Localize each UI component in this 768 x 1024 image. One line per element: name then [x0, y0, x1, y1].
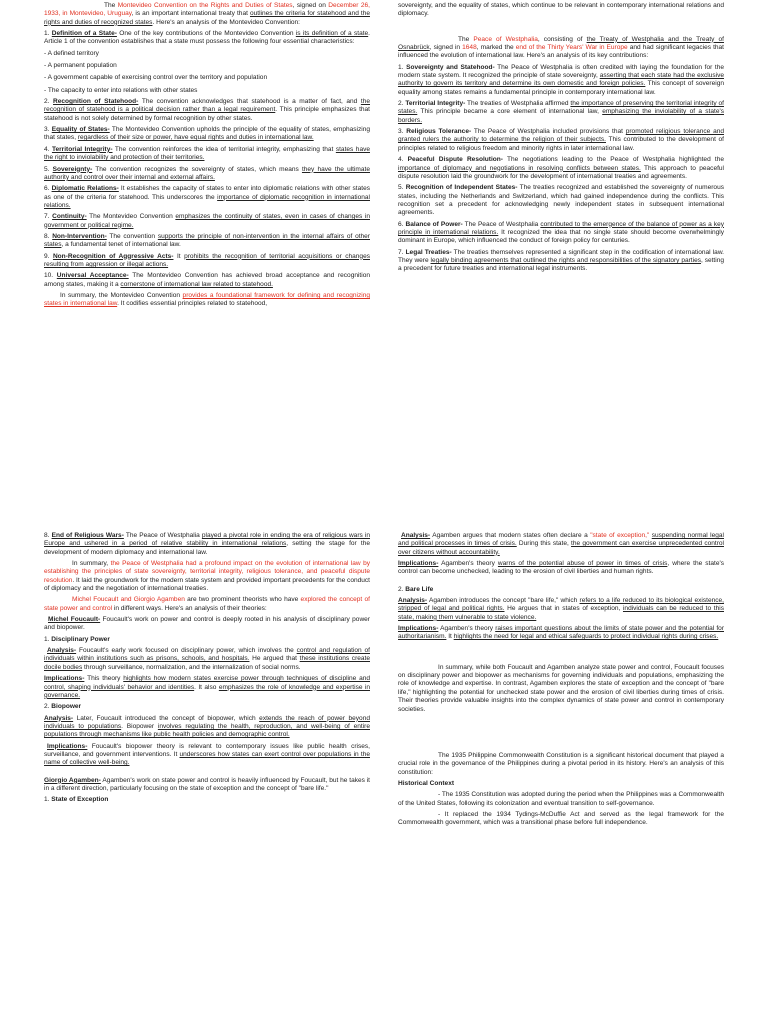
montevideo-point-5: 5. Sovereignty- The convention recognizes the sovereignty of states, which means they have the ultimate authority and control over their internal and external affairs.: [44, 165, 370, 181]
westphalia-point-6: 6. Balance of Power- The Peace of Westphalia contributed to the emergence of the balance of power as a key principle in international relations. It recognized the idea that no single state should become overwhelmingly dominant in Europe, which influenced the conduct of foreign policy for centuries.: [398, 220, 724, 245]
bare-life-implications: Implications- Agamben's theory raises important questions about the limits of state power and the potential for authoritarianism. It highlights the need for legal and ethical safeguards to protect individual rights during crises.: [398, 625, 724, 641]
westphalia-point-1: 1. Sovereignty and Statehood- The Peace of Westphalia is often credited with laying the foundation for the modern state system. It recognized the principle of state sovereignty, asserting that each state had the exclusive authority to govern its territory and determine its own domestic and foreign policies. This concept of sovereign equality among states remains a fundamental principle in contemporary international law.: [398, 63, 724, 96]
foucault-heading: Michel Foucault- Foucault's work on power and control is deeply rooted in his analysis of disciplinary power and biopower.: [44, 616, 370, 632]
montevideo-summary-continued: sovereignty, and the equality of states, which continue to be relevant in contemporary international relations and diplomacy.: [398, 2, 724, 18]
philippine-constitution-intro: The 1935 Philippine Commonwealth Constitution is a significant historical document that played a crucial role in the governance of the Philippines during a pivotal period in its history. Here's an analysis of this constitution:: [398, 751, 724, 776]
column-bottom-left: [44, 532, 370, 1020]
westphalia-point-2: 2. Territorial Integrity- The treaties of Westphalia affirmed the importance of preserving the territorial integrity of states. This principle became a core element of international law, emphasizing the inviolability of a state's borders.: [398, 100, 724, 124]
montevideo-point-3: 3. Equality of States- The Montevideo Convention upholds the principle of the equality of states, emphasizing that states, regardless of their size or power, have equal rights and duties in international law.: [44, 126, 370, 142]
westphalia-point-3: 3. Religious Tolerance- The Peace of Westphalia included provisions that promoted religious tolerance and granted rulers the authority to determine the religion of their subjects. This contributed to the development of principles related to religious freedom and minority rights in later international law.: [398, 128, 724, 152]
agamben-heading: Giorgio Agamben- Agamben's work on state power and control is heavily influenced by Foucault, but he takes it in a different direction, particularly focusing on the state of exception and the concept of "bare life.": [44, 776, 370, 792]
montevideo-intro: The Montevideo Convention on the Rights and Duties of States, signed on December 26, 1933, in Montevideo, Uruguay, is an important international treaty that outlines the criteria for statehood and the rights and duties of recognized states. Here's an analysis of the Montevideo Convention:: [44, 2, 370, 26]
biopower-analysis: Analysis- Later, Foucault introduced the concept of biopower, which extends the reach of power beyond individuals to populations. Biopower involves regulating the health, reproduction, and well-being of entire populations through mechanisms like public health policies and demographic control.: [44, 714, 370, 739]
disciplinary-analysis: Analysis- Foucault's early work focused on disciplinary power, which involves the control and regulation of individuals within institutions such as prisons, schools, and hospitals. He argued that these institutions create docile bodies through surveillance, normalization, and the internalization of social norms.: [44, 647, 370, 671]
montevideo-point-9: 9. Non-Recognition of Aggressive Acts- It prohibits the recognition of territorial acquisitions or changes resulting from aggression or illegal actions.: [44, 252, 370, 268]
westphalia-point-7: 7. Legal Treaties- The treaties themselves represented a significant step in the codification of international law. They were legally binding agreements that outlined the rights and responsibilities of the signatory parties, setting a precedent for future treaties and international legal instruments.: [398, 248, 724, 273]
criteria-population: - A permanent population: [44, 62, 117, 70]
bare-life-analysis: Analysis- Agamben introduces the concept "bare life," which refers to a life reduced to its biological existence, stripped of legal and political rights. He argues that in states of exception, individuals can be reduced to this state, making them vulnerable to state violence.: [398, 597, 724, 621]
column-top-left: [44, 2, 370, 507]
montevideo-point-7: 7. Continuity- The Montevideo Convention emphasizes the continuity of states, even in cases of changes in government or political regime.: [44, 213, 370, 229]
westphalia-summary: In summary, the Peace of Westphalia had a profound impact on the evolution of international law by establishing the principles of state sovereignty, territorial integrity, religious tolerance, and peaceful dispute resolution. It laid the groundwork for the modern state system and provided important precedents for the conduct of diplomacy and the negotiation of international treaties.: [44, 560, 370, 593]
criteria-relations: - The capacity to enter into relations with other states: [44, 86, 198, 94]
biopower-implications: Implications- Foucault's biopower theory is relevant to contemporary issues like public health crises, surveillance, and government interventions. It underscores how states can exert control over populations in the name of collective well-being.: [44, 742, 370, 767]
exception-implications: Implications- Agamben's theory warns of the potential abuse of power in times of crisis, where the state's control can become unchecked, leading to the erosion of civil liberties and human rights.: [398, 560, 724, 576]
montevideo-point-4: 4. Territorial Integrity- The convention reinforces the idea of territorial integrity, emphasizing that states have the right to inviolability and protection of their territories.: [44, 145, 370, 162]
bare-life-heading: 2. Bare Life: [398, 585, 434, 593]
criteria-territory: - A defined territory: [44, 49, 99, 57]
disciplinary-power-heading: 1. Disciplinary Power: [44, 635, 110, 643]
disciplinary-implications: Implications- This theory highlights how modern states exercise power through techniques of discipline and control, shaping individuals' behavior and identities. It also emphasizes the role of knowledge and expertise in governance.: [44, 675, 370, 699]
exception-analysis: Analysis- Agamben argues that modern states often declare a "state of exception," suspending normal legal and political processes in times of crisis. During this state, the government can exercise unprecedented control over citizens without accountability.: [398, 532, 724, 556]
westphalia-point-8: 8. End of Religious Wars- The Peace of Westphalia played a pivotal role in ending the era of religious wars in Europe and ushered in a period of relative stability in international relations, setting the stage for the development of modern diplomacy and international law.: [44, 532, 370, 556]
state-of-exception-heading: 1. State of Exception: [44, 796, 109, 804]
montevideo-point-8: 8. Non-Intervention- The convention supports the principle of non-intervention in the internal affairs of other states, a fundamental tenet of international law.: [44, 232, 370, 249]
montevideo-summary: In summary, the Montevideo Convention provides a foundational framework for defining and recognizing states in international law. It codifies essential principles related to statehood,: [44, 291, 370, 308]
historical-context-point-2: - It replaced the 1934 Tydings-McDuffie Act and served as the legal framework for the Commonwealth government, which was a transitional phase before full independence.: [398, 810, 724, 827]
foucault-agamben-intro: Michel Foucault and Giorgio Agamben are two prominent theorists who have explored the concept of state power and control in different ways. Here's an analysis of their theories:: [44, 596, 370, 612]
westphalia-point-5: 5. Recognition of Independent States- The treaties recognized and established the sovereignty of numerous states, including the Netherlands and Switzerland, which had gained independence during the conflicts. This recognition set a precedent for acknowledging newly independent states in subsequent international agreements.: [398, 184, 724, 217]
montevideo-point-10: 10. Universal Acceptance- The Montevideo Convention has achieved broad acceptance and recognition among states, making it a cornerstone of international law related to statehood.: [44, 272, 370, 288]
column-top-right: [398, 2, 724, 507]
montevideo-point-1: 1. Definition of a State- One of the key contributions of the Montevideo Convention is its definition of a state. Article 1 of the convention establishes that a state must possess the following four essential characteristics:: [44, 30, 370, 46]
column-bottom-right: [398, 532, 724, 1020]
historical-context-point-1: - The 1935 Constitution was adopted during the period when the Philippines was a Commonwealth of the United States, following its colonization and eventual transition to self-governance.: [398, 791, 724, 807]
montevideo-point-2: 2. Recognition of Statehood- The convention acknowledges that statehood is a matter of fact, and the recognition of statehood is a political decision rather than a legal requirement. This principle emphasizes that statehood is not solely determined by formal recognition by other states.: [44, 98, 370, 122]
criteria-government: - A government capable of exercising control over the territory and population: [44, 74, 268, 82]
foucault-agamben-summary: In summary, while both Foucault and Agamben analyze state power and control, Foucault focuses on disciplinary power and biopower as mechanisms for governing individuals and populations, emphasizing the role of knowledge and expertise. In contrast, Agamben explores the state of exception and the concept of "bare life," highlighting the potential for unchecked state power and the erosion of civil liberties during times of crisis. Their theories provide valuable insights into the complex dynamics of state power and control in contemporary societies.: [398, 663, 724, 713]
montevideo-point-6: 6. Diplomatic Relations- It establishes the capacity of states to enter into diplomatic relations with other states as one of the criteria for statehood. This underscores the importance of diplomatic recognition in international relations.: [44, 185, 370, 209]
westphalia-intro: The Peace of Westphalia, consisting of the Treaty of Westphalia and the Treaty of Osnabrück, signed in 1648, marked the end of the Thirty Years' War in Europe and had significant legacies that influenced the evolution of international law. Here's an analysis of its key contributions:: [398, 35, 724, 60]
westphalia-point-4: 4. Peaceful Dispute Resolution- The negotiations leading to the Peace of Westphalia highlighted the importance of diplomacy and negotiations in resolving conflicts between states. This approach to peaceful dispute resolution laid the groundwork for the development of international treaties and agreements.: [398, 156, 724, 180]
biopower-heading: 2. Biopower: [44, 703, 82, 711]
historical-context-heading: Historical Context: [398, 779, 455, 787]
